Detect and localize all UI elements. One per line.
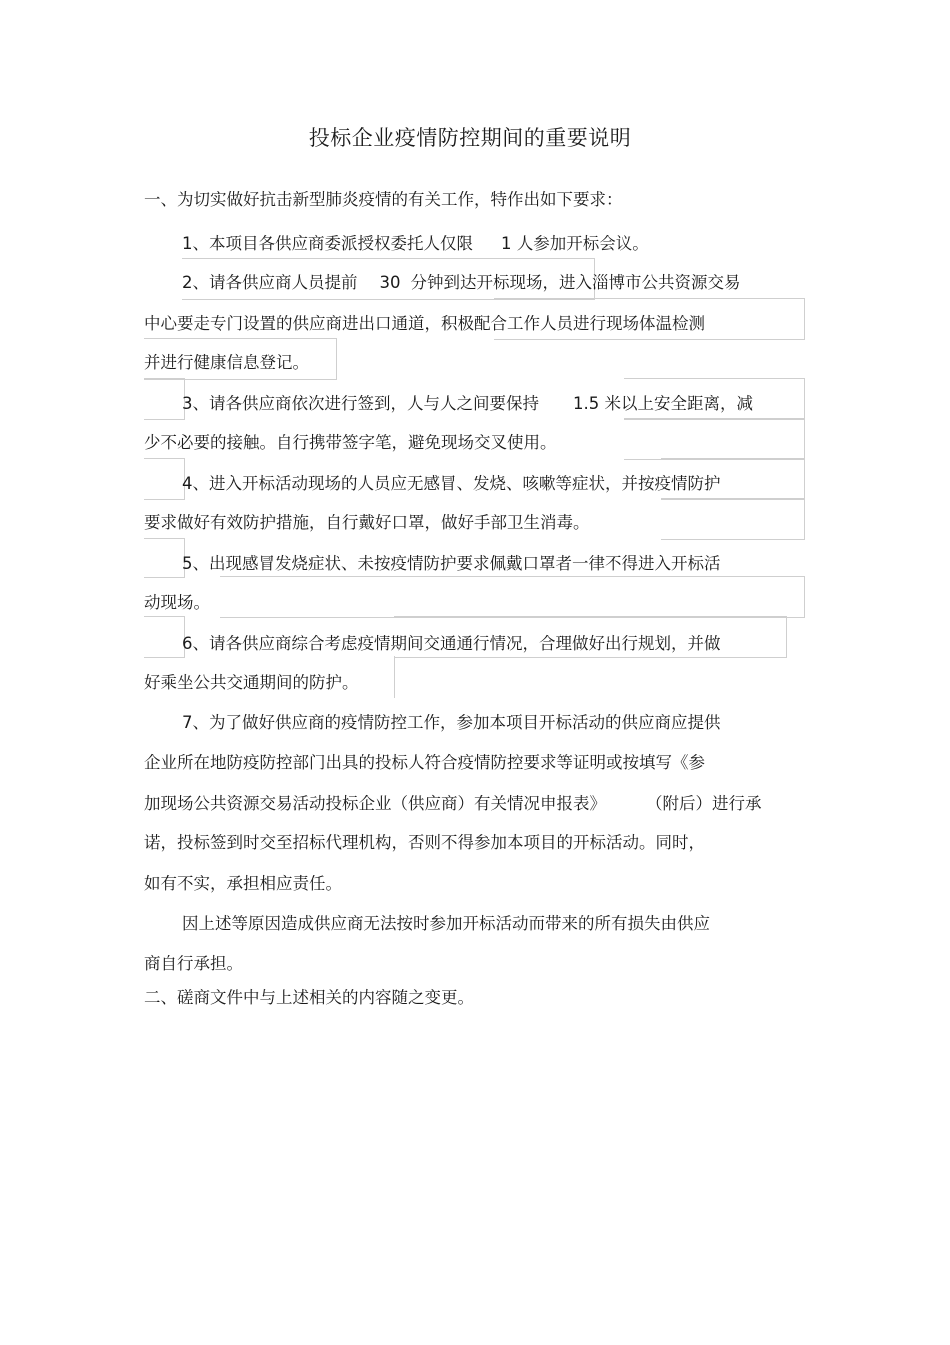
item7-form-name: 加现场公共资源交易活动投标企业（供应商）有关情况申报表》 bbox=[144, 794, 606, 813]
scan-artifact bbox=[624, 418, 805, 460]
item7-line2: 企业所在地防疫防控部门出具的投标人符合疫情防控要求等证明或按填写《参 bbox=[144, 753, 705, 772]
scan-artifact bbox=[144, 378, 185, 420]
scan-artifact bbox=[144, 538, 185, 578]
scan-artifact bbox=[220, 576, 805, 618]
section1-heading: 一、为切实做好抗击新型肺炎疫情的有关工作，特作出如下要求： bbox=[144, 190, 623, 209]
scan-artifact bbox=[394, 656, 395, 698]
item6-line1: 6、请各供应商综合考虑疫情期间交通通行情况，合理做好出行规划，并做 bbox=[182, 634, 721, 653]
item7-line1: 7、为了做好供应商的疫情防控工作，参加本项目开标活动的供应商应提供 bbox=[182, 713, 721, 732]
closing-line2: 商自行承担。 bbox=[144, 954, 243, 973]
scan-artifact bbox=[144, 458, 185, 500]
item3-text-a: 3、请各供应商依次进行签到，人与人之间要保持 bbox=[182, 394, 539, 413]
item2-minutes: 30 bbox=[379, 273, 401, 292]
item6-line2: 好乘坐公共交通期间的防护。 bbox=[144, 673, 359, 692]
section2-heading: 二、磋商文件中与上述相关的内容随之变更。 bbox=[144, 988, 474, 1007]
item7-attachment: （附后）进行承 bbox=[646, 794, 762, 813]
item7-line5: 如有不实，承担相应责任。 bbox=[144, 874, 342, 893]
item3-line1 bbox=[182, 394, 753, 414]
document-title: 投标企业疫情防控期间的重要说明 bbox=[308, 126, 632, 150]
item2-text-c: 分钟到达开标现场，进入淄博市公共资源交易 bbox=[410, 273, 741, 292]
item2-line1 bbox=[182, 273, 741, 293]
item2-text-a: 2、请各供应商人员提前 bbox=[182, 273, 358, 292]
item5-line2: 动现场。 bbox=[144, 593, 210, 612]
scan-artifact bbox=[144, 616, 185, 658]
item3-line2: 少不必要的接触。自行携带签字笔，避免现场交叉使用。 bbox=[144, 433, 557, 452]
item1-line bbox=[182, 234, 649, 254]
item1-count: 1 人参加开标会议。 bbox=[501, 234, 649, 253]
item4-line2: 要求做好有效防护措施，自行戴好口罩，做好手部卫生消毒。 bbox=[144, 513, 590, 532]
closing-line1: 因上述等原因造成供应商无法按时参加开标活动而带来的所有损失由供应 bbox=[182, 914, 710, 933]
scan-artifact bbox=[661, 498, 805, 540]
item1-text: 1、本项目各供应商委派授权委托人仅限 bbox=[182, 234, 473, 253]
item4-line1: 4、进入开标活动现场的人员应无感冒、发烧、咳嗽等症状，并按疫情防护 bbox=[182, 474, 721, 493]
item2-line3: 并进行健康信息登记。 bbox=[144, 353, 309, 372]
item7-line4: 诺，投标签到时交至招标代理机构，否则不得参加本项目的开标活动。同时， bbox=[144, 833, 705, 852]
item5-line1: 5、出现感冒发烧症状、未按疫情防护要求佩戴口罩者一律不得进入开标活 bbox=[182, 554, 721, 573]
item7-line3 bbox=[144, 794, 762, 814]
item2-line2: 中心要走专门设置的供应商进出口通道，积极配合工作人员进行现场体温检测 bbox=[144, 314, 705, 333]
item3-text-b: 1.5 米以上安全距离，减 bbox=[573, 394, 753, 413]
